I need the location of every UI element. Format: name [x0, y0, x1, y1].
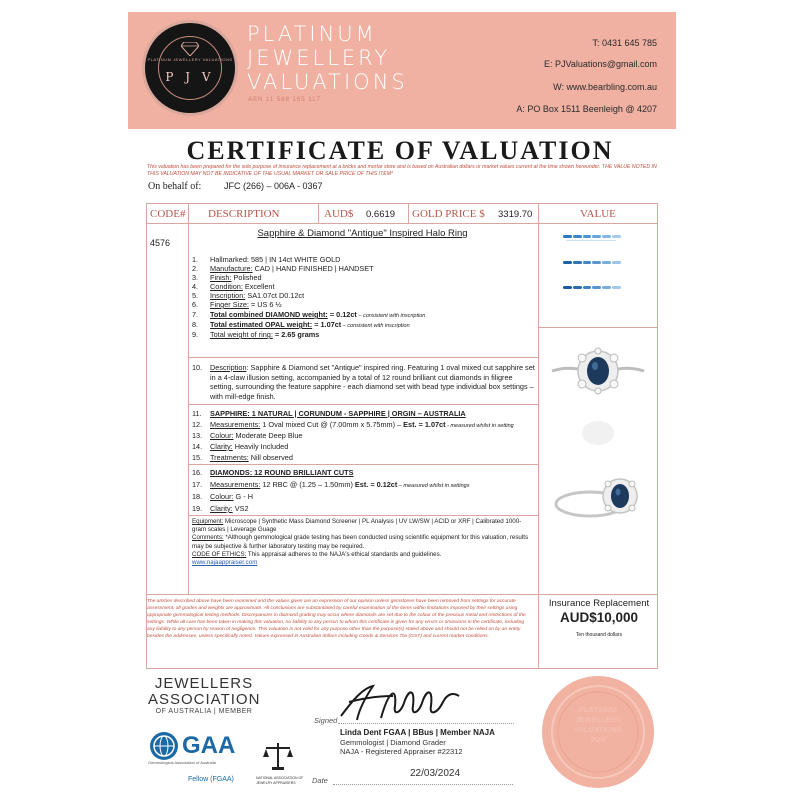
header-aud-label: AUD$	[324, 208, 354, 220]
list-item: 9. Total weight of ring: = 2.65 grams	[192, 330, 320, 339]
terms-and-conditions: The articles described above have been examined and the values given are an expression of our opinion unless gemstones have been removed from settings for accurate assessment, all grades and weights are approximate. All conclusions are substantiated by careful examination of the items within limitations imposed by their settings using appropriate gemmological testing methods. Discrepancies in diamond grading may occur where diamonds are set due to the colour of the precious metal and restrictions of the settings. While all care has been taken in making this valuation, no liability to any person to whom this certificate is given for any errors or omissions in the certificate, including any liability to any person by reason of negligence. This valuation is not valid for any purpose other than the purpose(s) stated above and should not be relied on by an entity besides the addressee, unless specifically noted. Values expressed in Australian dollars including Goods & Services Tax (GST) and current market conditions.	[147, 599, 526, 640]
list-item: 1. Hallmarked: 585 | IN 14ct WHITE GOLD	[192, 255, 341, 264]
appraiser-registration: NAJA - Registered Appraiser #22312	[340, 747, 463, 756]
seal-line-3: VALUATIONS	[574, 725, 622, 734]
insurance-value: AUD$10,000	[559, 610, 639, 625]
list-item: 14. Clarity: Heavily Included	[192, 442, 289, 451]
diamond-icon	[181, 42, 199, 56]
abn-number: ABN 11 588 165 117	[248, 97, 321, 103]
item-title: Sapphire & Diamond "Antique" Inspired Halo Ring	[257, 228, 468, 239]
header-gold-label: GOLD PRICE $	[412, 208, 485, 220]
col-divider-value	[538, 203, 539, 669]
list-item: 2. Manufacture: CAD | HAND FINISHED | HANDSET	[192, 264, 374, 273]
list-item-number: 10.	[192, 363, 203, 372]
ja-line-1: JEWELLERS	[154, 675, 254, 692]
list-item: 15. Treatments: Nill observed	[192, 453, 293, 462]
seal-line-2: JEWELLERY	[575, 715, 621, 724]
list-item: 7. Total combined DIAMOND weight: = 0.12ct – consistent with inscription	[192, 310, 426, 319]
behalf-value: JFC (266) – 006A - 0367	[224, 181, 323, 191]
gaa-subtitle: Gemmological Association of Australia	[148, 760, 216, 765]
table-footer-divider	[146, 594, 658, 595]
list-item: 11. SAPPHIRE: 1 NATURAL | CORUNDUM - SAPPHIRE | ORGIN – AUSTRALIA	[192, 409, 466, 418]
naja-link[interactable]: www.najaappraiser.com	[192, 559, 258, 567]
col-divider-aud	[318, 203, 319, 223]
header-gold-value: 3319.70	[498, 209, 533, 220]
list-item: 19. Clarity: VS2	[192, 504, 249, 513]
brand-line-3: VALUATIONS	[247, 70, 408, 94]
col-divider-code	[188, 203, 189, 594]
header-value: VALUE	[580, 208, 616, 220]
appraiser-role: Gemmologist | Diamond Grader	[340, 738, 446, 747]
contact-email: E: PJValuations@gmail.com	[543, 59, 657, 69]
ring-top-view	[548, 340, 648, 402]
image-divider	[538, 327, 658, 328]
col-divider-gold	[408, 203, 409, 223]
row-divider	[188, 404, 538, 405]
brand-name	[247, 22, 408, 94]
seal-text	[540, 705, 656, 745]
list-item: 16. DIAMONDS: 12 ROUND BRILLIANT CUTS	[192, 468, 354, 477]
seal-line-1: PLATINUM	[578, 705, 618, 714]
list-item: 6. Finger Size: = US 6 ½	[192, 300, 282, 309]
row-divider	[188, 357, 538, 358]
ring-reflection	[548, 408, 648, 458]
item-description: Description: Sapphire & Diamond set "Antique" inspired ring. Featuring 1 oval mixed cut sapphire set in a 4-claw illusion setting, accompanied by a total of 12 round brilliant cut diamonds in filigree setting, surrounding the feature sapphire - each diamond set with bead type individual box settings – with mill-edge finish.	[210, 363, 535, 401]
list-item: 12. Measurements: 1 Oval mixed Cut @ (7.00mm x 5.75mm) – Est. = 1.07ct - measured whilst in setting	[192, 420, 514, 429]
gaa-logo: GAA	[182, 732, 236, 759]
jewellers-association-logo	[148, 676, 260, 708]
insurance-label: Insurance Replacement	[548, 598, 650, 609]
table-header-divider	[146, 223, 658, 224]
list-item: 8. Total estimated OPAL weight: = 1.07ct – consistent with inscription	[192, 320, 410, 329]
list-item: 4. Condition: Excellent	[192, 282, 275, 291]
header-description: DESCRIPTION	[208, 208, 280, 220]
ja-line-2: ASSOCIATION	[148, 691, 261, 708]
equipment-notes: Equipment: Microscope | Synthetic Mass Diamond Screener | PL Analysis | UV LW/SW | ACID or XRF | Calibrated 1000-gram scales | Leverage Guage Comments: *Although gemmological grade testing has been conducted using scientific equipment for this valuation, results may be subjective & further laboratory testing may be required. CODE OF ETHICS: This appraisal adheres to the NAJA's ethical standards and guidelines. www.najaappraiser.com	[192, 518, 532, 567]
ring-side-view	[548, 468, 648, 524]
colour-scale	[563, 286, 621, 289]
item-code: 4576	[150, 238, 171, 248]
list-item: 17. Measurements: 12 RBC @ (1.25 – 1.50mm) Est. = 0.12ct – measured whilst in settings	[192, 480, 470, 489]
list-item: 13. Colour: Moderate Deep Blue	[192, 431, 303, 440]
row-divider	[188, 464, 538, 465]
naja-label: NATIONAL ASSOCIATION OF JEWELRY APPRAISERS	[256, 776, 304, 785]
list-item: 18. Colour: G - H	[192, 492, 253, 501]
signature	[335, 680, 465, 724]
brand-line-2: JEWELLERY	[247, 46, 391, 70]
signed-label: Signed	[314, 716, 338, 725]
valuation-date: 22/03/2024	[410, 768, 461, 779]
date-label: Date	[312, 776, 328, 785]
contact-address: A: PO Box 1511 Beenleigh @ 4207	[516, 104, 657, 114]
fellow-label: Fellow (FGAA)	[188, 776, 234, 783]
date-line	[333, 784, 513, 785]
behalf-label: On behalf of:	[148, 181, 202, 192]
scale-shadow	[566, 240, 616, 241]
contact-web: W: www.bearbling.com.au	[553, 82, 657, 92]
row-divider	[188, 515, 538, 516]
logo-text: P J V	[165, 70, 215, 84]
brand-line-1: PLATINUM	[247, 22, 377, 46]
certificate-title: CERTIFICATE OF VALUATION	[186, 136, 614, 165]
header-code: CODE#	[150, 208, 186, 220]
gaa-globe-icon	[148, 730, 180, 762]
logo-small-text: PLATINUM JEWELLERY VALUATIONS	[147, 57, 233, 62]
ja-subtitle: OF AUSTRALIA | MEMBER	[155, 708, 253, 715]
contact-phone: T: 0431 645 785	[592, 38, 657, 48]
signature-line	[338, 723, 514, 724]
list-item: 3. Finish: Polished	[192, 273, 262, 282]
colour-scale	[563, 261, 621, 264]
list-item: 5. Inscription: SA1.07ct D0.12ct	[192, 291, 305, 300]
colour-scale	[563, 235, 621, 238]
insurance-words: Ten thousand dollars	[575, 632, 623, 638]
valuation-disclaimer: This valuation has been prepared for the sole purpose of insurance replacement at a bricks and mortar store and is based on Australian dollars or market values current at the time shown hereunder. THE VALUE NOTED IN THIS VALUATION MAY NOT BE INDICATIVE OF THE USUAL MARKET OR SALE PRICE OF THIS ITEM*	[147, 164, 657, 177]
naja-scales-icon	[262, 740, 294, 772]
appraiser-name: Linda Dent FGAA | BBus | Member NAJA	[340, 728, 495, 737]
header-aud-value: 0.6619	[366, 209, 396, 220]
seal-line-4: PJV	[590, 735, 606, 744]
